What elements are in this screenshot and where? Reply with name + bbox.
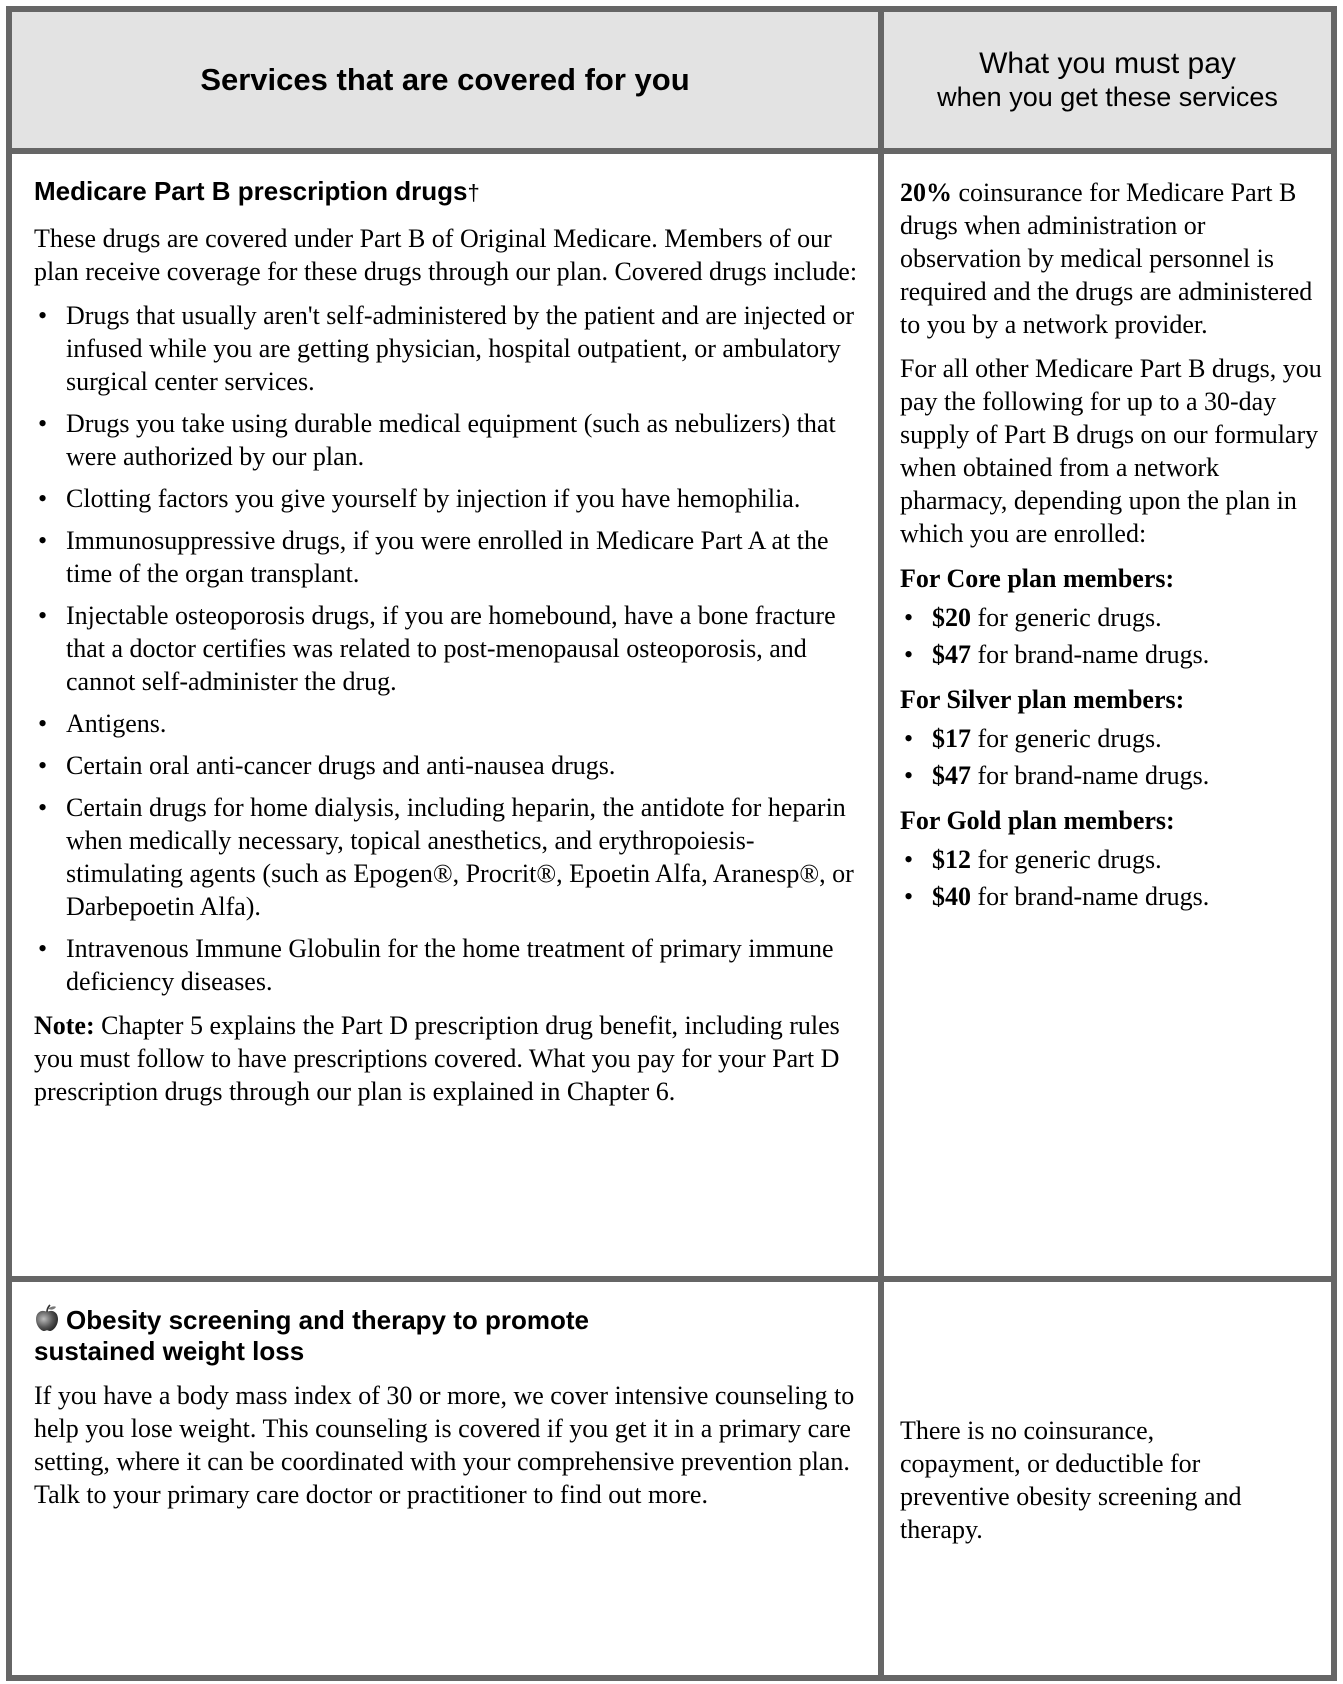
note-text: Chapter 5 explains the Part D prescription drug benefit, including rules you must follow to have prescriptions covered. What you pay for your Part D prescription drugs through our plan is explained in Chapter 6. bbox=[34, 1011, 840, 1106]
list-item bbox=[34, 524, 860, 590]
dagger-mark: † bbox=[467, 180, 480, 205]
list-item-text: Immunosuppressive drugs, if you were enrolled in Medicare Part A at the time of the organ transplant. bbox=[66, 526, 829, 588]
bullet-icon: • bbox=[38, 409, 48, 438]
obesity-cost-text: There is no coinsurance, copayment, or deductible for preventive obesity screening and therapy. bbox=[900, 1416, 1242, 1544]
obesity-cost-cell bbox=[884, 1282, 1331, 1675]
obesity-services-cell bbox=[12, 1282, 878, 1675]
bullet-icon: • bbox=[38, 793, 48, 822]
list-item bbox=[34, 299, 860, 398]
list-item bbox=[900, 638, 1323, 671]
list-item bbox=[34, 791, 860, 923]
list-item-text: Intravenous Immune Globulin for the home treatment of primary immune deficiency diseases. bbox=[66, 934, 834, 996]
table-header-row bbox=[12, 12, 1331, 148]
amount: $12 bbox=[932, 845, 971, 874]
amount: $47 bbox=[932, 761, 971, 790]
coinsurance-percent: 20% bbox=[900, 178, 952, 207]
list-item-text: Antigens. bbox=[66, 709, 167, 738]
part-b-drug-list bbox=[34, 299, 860, 998]
apple-icon bbox=[34, 1304, 60, 1332]
silver-plan-heading: For Silver plan members: bbox=[900, 685, 1185, 714]
bullet-icon: • bbox=[38, 484, 48, 513]
header-services-covered: Services that are covered for you bbox=[200, 62, 690, 97]
list-item-text: Certain oral anti-cancer drugs and anti-nausea drugs. bbox=[66, 751, 616, 780]
part-b-title-text: Medicare Part B prescription drugs bbox=[34, 176, 468, 206]
core-plan-heading: For Core plan members: bbox=[900, 564, 1175, 593]
amount: $17 bbox=[932, 724, 971, 753]
part-b-services-cell bbox=[12, 154, 878, 1276]
amount-text: for brand-name drugs. bbox=[971, 640, 1210, 669]
core-plan-list bbox=[900, 601, 1323, 671]
list-item bbox=[34, 482, 860, 515]
amount: $20 bbox=[932, 603, 971, 632]
gold-plan-heading: For Gold plan members: bbox=[900, 806, 1175, 835]
amount: $40 bbox=[932, 882, 971, 911]
list-item bbox=[900, 722, 1323, 755]
bullet-icon: • bbox=[904, 845, 914, 874]
list-item-text: Injectable osteoporosis drugs, if you are homebound, have a bone fracture that a doctor certifies was related to post-menopausal osteoporosis, and cannot self-administer the drug. bbox=[66, 601, 836, 696]
bullet-icon: • bbox=[38, 526, 48, 555]
list-item bbox=[34, 932, 860, 998]
amount-text: for brand-name drugs. bbox=[971, 882, 1210, 911]
note-label: Note: bbox=[34, 1011, 95, 1040]
list-item-text: Drugs that usually aren't self-administered by the patient and are injected or infused while you are getting physician, hospital outpatient, or ambulatory surgical center services. bbox=[66, 301, 855, 396]
obesity-title-line1: Obesity screening and therapy to promote bbox=[66, 1305, 589, 1335]
header-what-you-pay-line2: when you get these services bbox=[937, 82, 1278, 112]
benefits-table bbox=[6, 6, 1337, 1681]
bullet-icon: • bbox=[38, 934, 48, 963]
header-what-you-pay bbox=[884, 12, 1331, 148]
column-divider bbox=[878, 12, 884, 1675]
amount-text: for brand-name drugs. bbox=[971, 761, 1210, 790]
part-b-intro: These drugs are covered under Part B of Original Medicare. Members of our plan receive coverage for these drugs through our plan. Covered drugs include: bbox=[34, 224, 858, 286]
list-item bbox=[34, 407, 860, 473]
part-b-note bbox=[34, 1009, 860, 1108]
amount-text: for generic drugs. bbox=[971, 845, 1162, 874]
obesity-title bbox=[34, 1304, 860, 1367]
gold-plan-list bbox=[900, 843, 1323, 913]
bullet-icon: • bbox=[904, 724, 914, 753]
list-item bbox=[900, 759, 1323, 792]
part-b-cost-cell bbox=[884, 154, 1331, 1276]
obesity-description: If you have a body mass index of 30 or more, we cover intensive counseling to help you lose weight. This counseling is covered if you get it in a primary care setting, where it can be coordinated with your comprehensive prevention plan. Talk to your primary care doctor or practitioner to find out more. bbox=[34, 1381, 855, 1509]
bullet-icon: • bbox=[904, 761, 914, 790]
list-item bbox=[34, 707, 860, 740]
obesity-title-line2: sustained weight loss bbox=[34, 1336, 305, 1366]
part-b-title bbox=[34, 176, 860, 208]
amount-text: for generic drugs. bbox=[971, 603, 1162, 632]
coinsurance-text: coinsurance for Medicare Part B drugs when administration or observation by medical personnel is required and the drugs are administered to you by a network provider. bbox=[900, 178, 1313, 339]
list-item-text: Drugs you take using durable medical equipment (such as nebulizers) that were authorized by our plan. bbox=[66, 409, 836, 471]
bullet-icon: • bbox=[904, 603, 914, 632]
list-item bbox=[900, 601, 1323, 634]
bullet-icon: • bbox=[38, 601, 48, 630]
list-item bbox=[34, 749, 860, 782]
bullet-icon: • bbox=[38, 709, 48, 738]
bullet-icon: • bbox=[38, 751, 48, 780]
bullet-icon: • bbox=[38, 301, 48, 330]
amount: $47 bbox=[932, 640, 971, 669]
list-item-text: Certain drugs for home dialysis, including heparin, the antidote for heparin when medically necessary, topical anesthetics, and erythropoiesis-stimulating agents (such as Epogen®, Procrit®, Epoetin Alfa, Aranesp®, or Darbepoetin Alfa). bbox=[66, 793, 854, 921]
header-what-you-pay-line1: What you must pay bbox=[979, 47, 1236, 80]
list-item bbox=[34, 599, 860, 698]
bullet-icon: • bbox=[904, 640, 914, 669]
list-item-text: Clotting factors you give yourself by injection if you have hemophilia. bbox=[66, 484, 801, 513]
silver-plan-list bbox=[900, 722, 1323, 792]
list-item bbox=[900, 843, 1323, 876]
bullet-icon: • bbox=[904, 882, 914, 911]
part-b-coinsurance bbox=[900, 176, 1323, 341]
part-b-other-drugs: For all other Medicare Part B drugs, you pay the following for up to a 30-day supply of Part B drugs on our formulary when obtained from a network pharmacy, depending upon the plan in which you are enrolled: bbox=[900, 354, 1322, 548]
amount-text: for generic drugs. bbox=[971, 724, 1162, 753]
list-item bbox=[900, 880, 1323, 913]
